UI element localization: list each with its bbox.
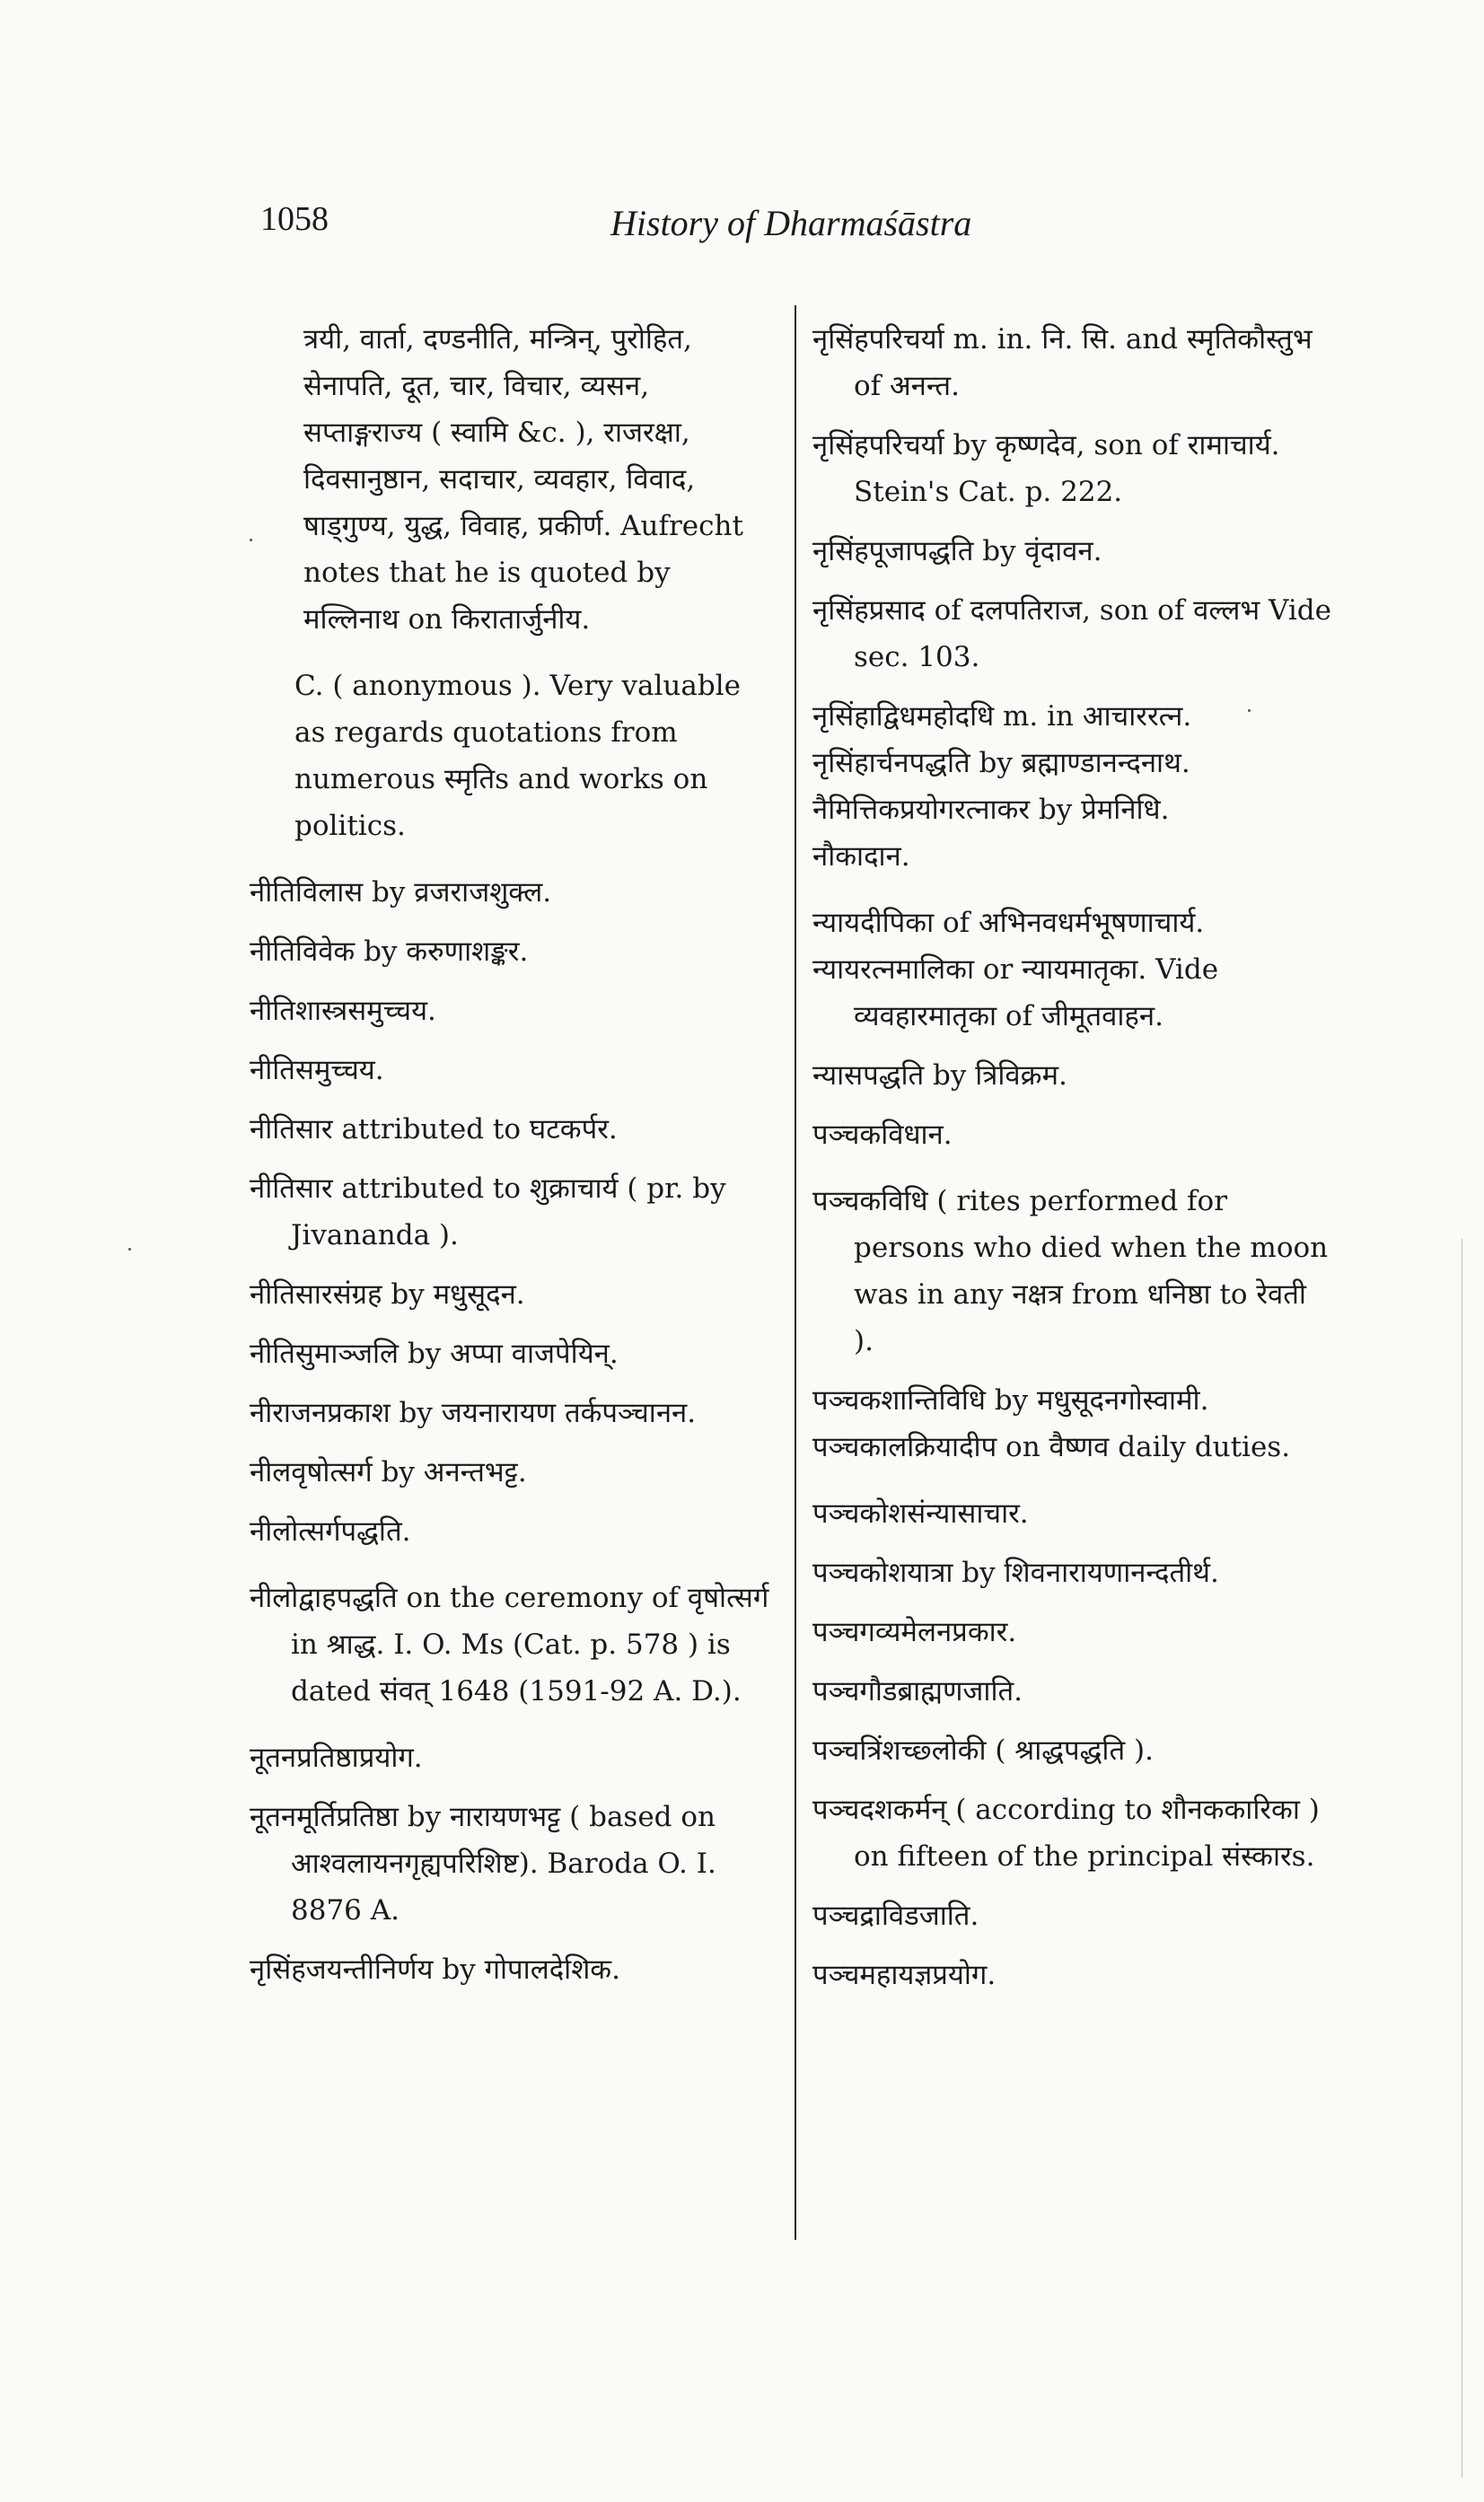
entry: न्यायदीपिका of अभिनवधर्मभूषणाचार्य. — [812, 907, 1205, 939]
entry: पञ्चगौडब्राह्मणजाति. — [812, 1675, 1023, 1708]
entry: पञ्चत्रिंशच्छ्लोकी ( श्राद्धपद्धति ). — [812, 1734, 1154, 1767]
left-column — [250, 316, 775, 2006]
entry: न्यायरत्नमालिका or न्यायमातृका. Vide व्यवहारमातृका of जीमूतवाहन. — [812, 953, 1219, 1032]
entry: नीतिसुमाञ्जलि by अप्पा वाजपेयिन्. — [250, 1338, 619, 1370]
entry: न्यासपद्धति by त्रिविक्रम. — [812, 1059, 1067, 1092]
entry: पञ्चदशकर्मन् ( according to शौनककारिका ) on fifteen of the principal संस्कारs. — [812, 1794, 1320, 1873]
page-number: 1058 — [260, 200, 329, 238]
entry: नृसिंहपरिचर्या by कृष्णदेव, son of रामाचार्य. Stein's Cat. p. 222. — [812, 429, 1280, 508]
entry: नीतिविलास by व्रजराजशुक्ल. — [250, 876, 552, 909]
entry: पञ्चमहायज्ञप्रयोग. — [812, 1959, 997, 1991]
entry: पञ्चकशान्तिविधि by मधुसूदनगोस्वामी. — [812, 1384, 1209, 1417]
right-column — [812, 316, 1333, 2011]
entry: नीतिसारसंग्रह by मधुसूदन. — [250, 1278, 525, 1311]
entry: नृसिंहार्चनपद्धति by ब्रह्माण्डानन्दनाथ. — [812, 747, 1190, 779]
entry: नीलोद्वाहपद्धति on the ceremony of वृषोत्सर्ग in श्राद्ध. I. O. Ms (Cat. p. 578 ) is dated संवत् 1648 (1591-92 A. D.). — [250, 1582, 769, 1708]
entry: नृसिंहाद्विधमहोदधि m. in आचाररत्न. — [812, 700, 1192, 733]
entry: नृसिंहपूजापद्धति by वृंदावन. — [812, 535, 1102, 567]
scan-speck — [1248, 709, 1251, 712]
entry: नृसिंहजयन्तीनिर्णय by गोपालदेशिक. — [250, 1953, 620, 1986]
entry: नीलवृषोत्सर्ग by अनन्तभट्ट. — [250, 1456, 527, 1488]
entry: पञ्चगव्यमेलनप्रकार. — [812, 1616, 1017, 1648]
scan-speck — [250, 539, 252, 541]
entry: पञ्चकविधान. — [812, 1119, 953, 1151]
entry: नृसिंहपरिचर्या m. in. नि. सि. and स्मृतिकौस्तुभ of अनन्त. — [812, 323, 1313, 402]
column-divider — [795, 305, 796, 2240]
entry: पञ्चकोशसंन्यासाचार. — [812, 1497, 1029, 1530]
entry: पञ्चकोशयात्रा by शिवनारायणानन्दतीर्थ. — [812, 1557, 1219, 1589]
entry: पञ्चकविधि ( rites performed for persons who died when the moon was in any नक्षत्र from धनिष्ठा to रेवती ). — [812, 1185, 1329, 1357]
entry: नीतिशास्त्रसमुच्चय. — [250, 995, 436, 1027]
entry: नीतिसार attributed to घटकर्पर. — [250, 1113, 618, 1146]
entry: नूतनप्रतिष्ठाप्रयोग. — [250, 1742, 423, 1774]
scan-speck — [128, 1248, 131, 1251]
entry: पञ्चद्राविडजाति. — [812, 1900, 979, 1932]
entry: नृसिंहप्रसाद of दलपतिराज, son of वल्लभ Vide sec. 103. — [812, 594, 1331, 673]
entry: नीतिसार attributed to शुक्राचार्य ( pr. by Jivananda ). — [250, 1172, 726, 1251]
entry: नीतिविवेक by करुणाशङ्कर. — [250, 935, 529, 968]
entry: नैमित्तिकप्रयोगरत्नाकर by प्रेमनिधि. — [812, 794, 1170, 826]
entry: त्रयी, वार्ता, दण्डनीति, मन्त्रिन्, पुरोहित, सेनापति, दूत, चार, विचार, व्यसन, सप्ताङ्गराज्य ( स्वामि &c. ), राजरक्षा, दिवसानुष्ठान, सदाचार, व्यवहार, विवाद, षाड्गुण्य, युद्ध, विवाह, प्रकीर्ण. Aufrecht notes that he is quoted by मल्लिनाथ on किरातार्जुनीय. — [303, 323, 743, 636]
entry: नीलोत्सर्गपद्धति. — [250, 1515, 411, 1548]
entry: नीतिसमुच्चय. — [250, 1054, 384, 1086]
entry: नूतनमूर्तिप्रतिष्ठा by नारायणभट्ट ( based on आश्वलायनगृह्यपरिशिष्ट). Baroda O. I. 8876 A. — [250, 1801, 716, 1927]
entry: नीराजनप्रकाश by जयनारायण तर्कपञ्चानन. — [250, 1397, 697, 1429]
entry: C. ( anonymous ). Very valuable as regards quotations from numerous स्मृतिs and works on politics. — [294, 670, 741, 842]
running-title: History of Dharmaśāstra — [610, 203, 972, 243]
entry: पञ्चकालक्रियादीप on वैष्णव daily duties. — [812, 1431, 1291, 1463]
entry: नौकादान. — [812, 840, 910, 873]
